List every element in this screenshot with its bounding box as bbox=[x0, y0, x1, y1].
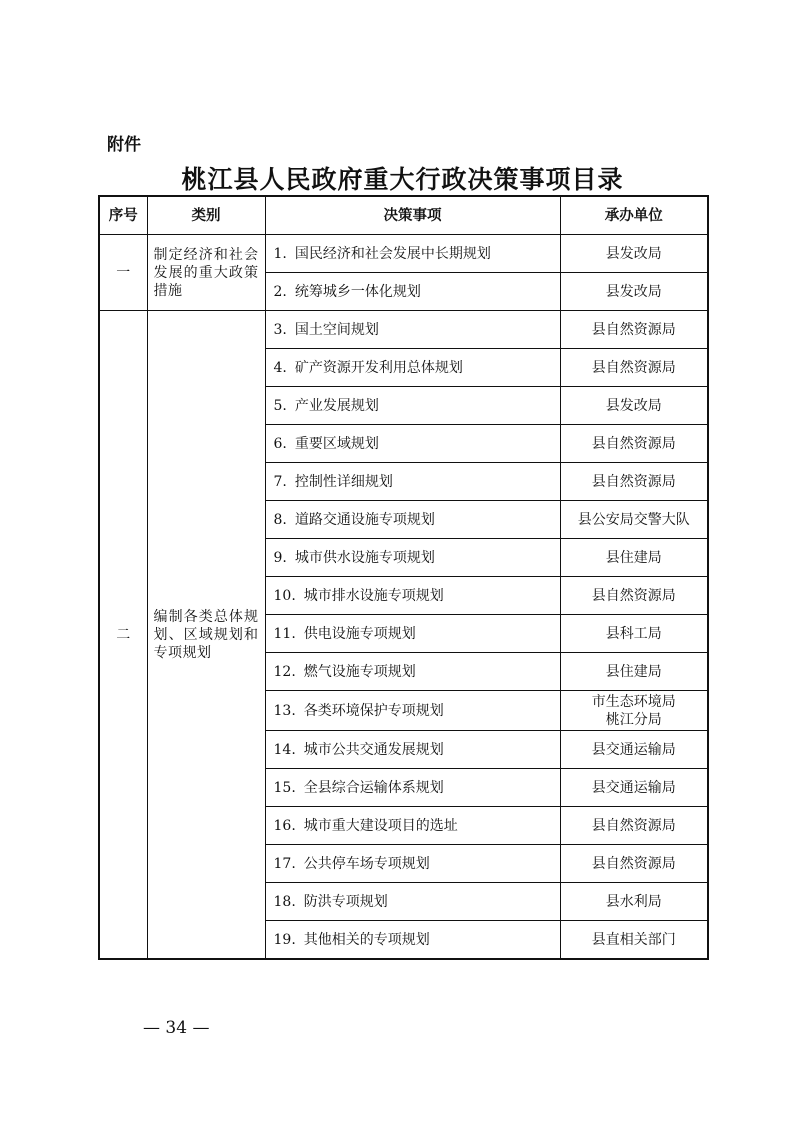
unit-text: 县发改局 bbox=[605, 283, 662, 300]
item-text: 各类环境保护专项规划 bbox=[303, 702, 444, 719]
decision-item-cell bbox=[265, 539, 560, 577]
unit-text: 县交通运输局 bbox=[591, 741, 676, 758]
item-number: 3. bbox=[273, 321, 287, 338]
unit-text: 县科工局 bbox=[605, 625, 662, 642]
responsible-unit-cell bbox=[560, 273, 708, 311]
item-number: 17. bbox=[273, 855, 296, 872]
responsible-unit-cell bbox=[560, 387, 708, 425]
responsible-unit-cell bbox=[560, 615, 708, 653]
decision-item-cell bbox=[265, 807, 560, 845]
item-text: 城市公共交通发展规划 bbox=[303, 741, 444, 758]
decision-item-cell bbox=[265, 845, 560, 883]
unit-text: 县自然资源局 bbox=[591, 321, 676, 338]
decision-item-cell bbox=[265, 387, 560, 425]
decision-item-cell bbox=[265, 731, 560, 769]
item-text: 防洪专项规划 bbox=[303, 893, 388, 910]
responsible-unit-cell bbox=[560, 731, 708, 769]
item-text: 产业发展规划 bbox=[294, 397, 379, 414]
unit-text: 县直相关部门 bbox=[591, 931, 676, 948]
decision-item-cell bbox=[265, 349, 560, 387]
item-number: 5. bbox=[273, 397, 287, 414]
item-number: 18. bbox=[273, 893, 296, 910]
decision-item-cell bbox=[265, 311, 560, 349]
item-number: 9. bbox=[273, 549, 287, 566]
responsible-unit-cell bbox=[560, 501, 708, 539]
item-number: 15. bbox=[273, 779, 296, 796]
item-text: 统筹城乡一体化规划 bbox=[294, 283, 421, 300]
responsible-unit-cell bbox=[560, 463, 708, 501]
unit-text: 县发改局 bbox=[605, 245, 662, 262]
group-category: 制定经济和社会发展的重大政策措施 bbox=[147, 235, 265, 311]
item-number: 2. bbox=[273, 283, 287, 300]
table-row bbox=[99, 311, 708, 349]
responsible-unit-cell bbox=[560, 807, 708, 845]
table-row bbox=[99, 235, 708, 273]
unit-text: 县住建局 bbox=[605, 663, 662, 680]
responsible-unit-cell bbox=[560, 921, 708, 960]
group-index: 二 bbox=[99, 311, 147, 960]
unit-text: 县公安局交警大队 bbox=[577, 511, 690, 528]
group-index: 一 bbox=[99, 235, 147, 311]
column-header-item: 决策事项 bbox=[265, 196, 560, 235]
decision-item-cell bbox=[265, 501, 560, 539]
responsible-unit-cell bbox=[560, 425, 708, 463]
item-text: 矿产资源开发利用总体规划 bbox=[294, 359, 463, 376]
decision-item-cell bbox=[265, 653, 560, 691]
column-header-unit: 承办单位 bbox=[560, 196, 708, 235]
responsible-unit-cell bbox=[560, 883, 708, 921]
unit-text: 县自然资源局 bbox=[591, 855, 676, 872]
responsible-unit-cell bbox=[560, 539, 708, 577]
unit-text: 县水利局 bbox=[605, 893, 662, 910]
decision-item-cell bbox=[265, 921, 560, 960]
item-number: 7. bbox=[273, 473, 287, 490]
item-number: 11. bbox=[273, 625, 296, 642]
decision-item-cell bbox=[265, 615, 560, 653]
page-title: 桃江县人民政府重大行政决策事项目录 bbox=[181, 165, 624, 194]
decision-item-cell bbox=[265, 769, 560, 807]
item-text: 公共停车场专项规划 bbox=[303, 855, 430, 872]
item-number: 16. bbox=[273, 817, 296, 834]
unit-text: 县自然资源局 bbox=[591, 473, 676, 490]
responsible-unit-cell bbox=[560, 349, 708, 387]
item-text: 城市排水设施专项规划 bbox=[303, 587, 444, 604]
responsible-unit-cell bbox=[560, 311, 708, 349]
unit-text: 县自然资源局 bbox=[591, 587, 676, 604]
unit-text-line2: 桃江分局 bbox=[605, 711, 662, 728]
responsible-unit-cell bbox=[560, 653, 708, 691]
item-text: 供电设施专项规划 bbox=[303, 625, 416, 642]
decision-item-cell bbox=[265, 425, 560, 463]
item-text: 城市供水设施专项规划 bbox=[294, 549, 435, 566]
item-number: 12. bbox=[273, 663, 296, 680]
item-number: 10. bbox=[273, 587, 296, 604]
item-text: 全县综合运输体系规划 bbox=[303, 779, 444, 796]
item-number: 8. bbox=[273, 511, 287, 528]
item-number: 4. bbox=[273, 359, 287, 376]
unit-text: 县自然资源局 bbox=[591, 817, 676, 834]
responsible-unit-cell bbox=[560, 769, 708, 807]
item-text: 国民经济和社会发展中长期规划 bbox=[294, 245, 491, 262]
column-header-index: 序号 bbox=[99, 196, 147, 235]
item-number: 6. bbox=[273, 435, 287, 452]
unit-text: 县自然资源局 bbox=[591, 435, 676, 452]
responsible-unit-cell bbox=[560, 845, 708, 883]
item-text: 重要区域规划 bbox=[294, 435, 379, 452]
decision-item-cell bbox=[265, 691, 560, 731]
decision-item-cell bbox=[265, 883, 560, 921]
unit-text: 县发改局 bbox=[605, 397, 662, 414]
decision-item-cell bbox=[265, 273, 560, 311]
group-category: 编制各类总体规划、区域规划和专项规划 bbox=[147, 311, 265, 960]
decision-item-cell bbox=[265, 577, 560, 615]
unit-text: 县住建局 bbox=[605, 549, 662, 566]
responsible-unit-cell bbox=[560, 235, 708, 273]
item-number: 19. bbox=[273, 931, 296, 948]
item-text: 国土空间规划 bbox=[294, 321, 379, 338]
unit-text: 县交通运输局 bbox=[591, 779, 676, 796]
decision-item-cell bbox=[265, 463, 560, 501]
unit-text: 市生态环境局 bbox=[591, 693, 676, 710]
item-text: 其他相关的专项规划 bbox=[303, 931, 430, 948]
item-text: 道路交通设施专项规划 bbox=[294, 511, 435, 528]
responsible-unit-cell bbox=[560, 691, 708, 731]
responsible-unit-cell bbox=[560, 577, 708, 615]
table-header-row bbox=[99, 196, 708, 235]
attachment-label: 附件 bbox=[107, 135, 141, 155]
item-text: 城市重大建设项目的选址 bbox=[303, 817, 458, 834]
unit-text: 县自然资源局 bbox=[591, 359, 676, 376]
page-number: — 34 — bbox=[143, 1018, 210, 1038]
column-header-category: 类别 bbox=[147, 196, 265, 235]
item-text: 控制性详细规划 bbox=[294, 473, 393, 490]
item-number: 14. bbox=[273, 741, 296, 758]
item-number: 13. bbox=[273, 702, 296, 719]
decision-catalog-table bbox=[98, 195, 709, 960]
item-number: 1. bbox=[273, 245, 287, 262]
decision-item-cell bbox=[265, 235, 560, 273]
item-text: 燃气设施专项规划 bbox=[303, 663, 416, 680]
